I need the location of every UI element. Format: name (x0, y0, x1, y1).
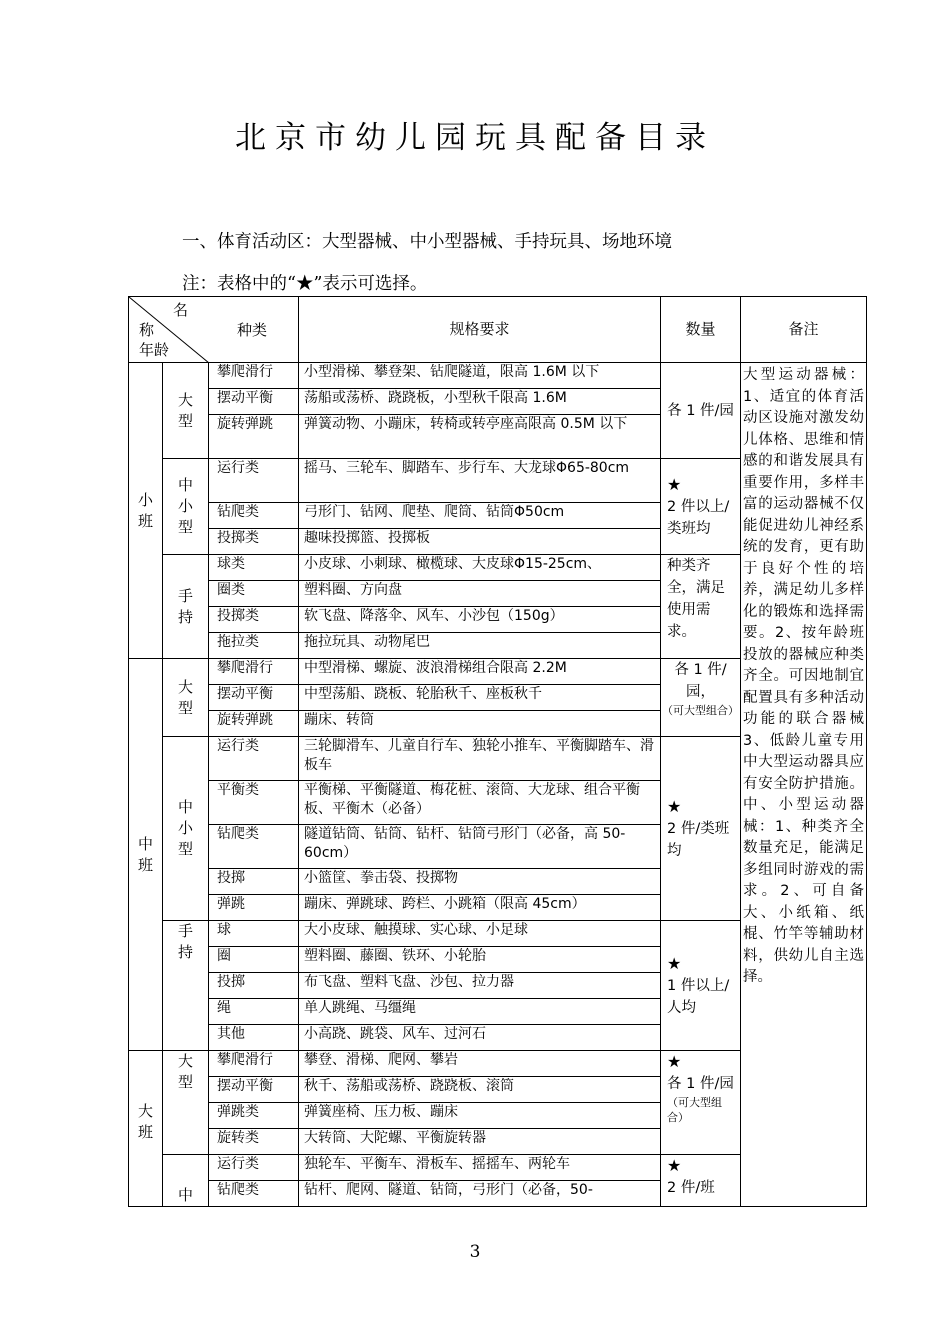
row-kind: 摆动平衡 (209, 1077, 299, 1103)
row-kind: 其他 (209, 1025, 299, 1051)
qty-small-mid: ★ 2 件以上/类班均 (661, 459, 741, 555)
table-note: 注：表格中的“★”表示可选择。 (182, 274, 428, 294)
row-kind: 钻爬类 (209, 503, 299, 529)
row-spec: 大小皮球、触摸球、实心球、小足球 (299, 921, 661, 947)
row-kind: 钻爬类 (209, 825, 299, 869)
section-heading: 一、体育活动区：大型器械、中小型器械、手持玩具、场地环境 (182, 232, 672, 252)
row-spec: 布飞盘、塑料飞盘、沙包、拉力器 (299, 973, 661, 999)
header-corner-age: 年龄 (139, 341, 170, 359)
group-middle-hand: 手持 (163, 921, 209, 1051)
group-middle-mid: 中小型 (163, 737, 209, 921)
row-spec: 钻杆、爬网、隧道、钻筒，弓形门（必备，50- (299, 1181, 661, 1207)
header-qty: 数量 (661, 297, 741, 363)
row-spec: 三轮脚滑车、儿童自行车、独轮小推车、平衡脚踏车、滑板车 (299, 737, 661, 781)
row-kind: 旋转弹跳 (209, 415, 299, 459)
row-spec: 蹦床、转筒 (299, 711, 661, 737)
row-spec: 塑料圈、方向盘 (299, 581, 661, 607)
row-kind: 钻爬类 (209, 1181, 299, 1207)
row-kind: 旋转弹跳 (209, 711, 299, 737)
row-spec: 蹦床、弹跳球、跨栏、小跳箱（限高 45cm） (299, 895, 661, 921)
row-kind: 运行类 (209, 1155, 299, 1181)
row-kind: 攀爬滑行 (209, 363, 299, 389)
row-kind: 摆动平衡 (209, 685, 299, 711)
group-small-hand: 手持 (163, 555, 209, 659)
row-spec: 小高跷、跳袋、风车、过河石 (299, 1025, 661, 1051)
row-kind: 投掷类 (209, 529, 299, 555)
row-kind: 平衡类 (209, 781, 299, 825)
row-kind: 投掷 (209, 973, 299, 999)
row-spec: 大转筒、大陀螺、平衡旋转器 (299, 1129, 661, 1155)
header-remark: 备注 (741, 297, 867, 363)
row-kind: 投掷 (209, 869, 299, 895)
row-kind: 攀爬滑行 (209, 1051, 299, 1077)
group-large-mid: 中 (163, 1155, 209, 1207)
header-kind: 种类 (237, 321, 268, 339)
row-spec: 独轮车、平衡车、滑板车、摇摇车、两轮车 (299, 1155, 661, 1181)
header-spec: 规格要求 (299, 297, 661, 363)
row-spec: 秋千、荡船或荡桥、跷跷板、滚筒 (299, 1077, 661, 1103)
row-kind: 绳 (209, 999, 299, 1025)
row-kind: 拖拉类 (209, 633, 299, 659)
qty-middle-hand: ★ 1 件以上/人均 (661, 921, 741, 1051)
age-small: 小班 (129, 363, 163, 659)
qty-small-hand: 种类齐全，满足使用需求。 (661, 555, 741, 659)
row-kind: 投掷类 (209, 607, 299, 633)
row-spec: 中型荡船、跷板、轮胎秋千、座板秋千 (299, 685, 661, 711)
header-corner-name: 名 (173, 301, 189, 319)
age-middle: 中班 (129, 659, 163, 1051)
qty-large-big: ★ 各 1 件/园 （可大型组合） (661, 1051, 741, 1155)
row-kind: 攀爬滑行 (209, 659, 299, 685)
row-kind: 弹跳 (209, 895, 299, 921)
row-spec: 单人跳绳、马缰绳 (299, 999, 661, 1025)
qty-small-big: 各 1 件/园 (661, 363, 741, 459)
group-large-big: 大型 (163, 1051, 209, 1155)
page-number: 3 (469, 1242, 481, 1262)
group-small-mid: 中小型 (163, 459, 209, 555)
row-kind: 圈类 (209, 581, 299, 607)
header-corner-name2: 称 (139, 321, 155, 339)
row-kind: 球类 (209, 555, 299, 581)
row-spec: 攀登、滑梯、爬网、攀岩 (299, 1051, 661, 1077)
row-spec: 弓形门、钻网、爬垫、爬筒、钻筒Φ50cm (299, 503, 661, 529)
row-spec: 摇马、三轮车、脚踏车、步行车、大龙球Φ65-80cm (299, 459, 661, 503)
group-small-big: 大型 (163, 363, 209, 459)
row-spec: 软飞盘、降落伞、风车、小沙包（150g） (299, 607, 661, 633)
row-kind: 摆动平衡 (209, 389, 299, 415)
row-kind: 运行类 (209, 459, 299, 503)
row-spec: 平衡梯、平衡隧道、梅花桩、滚筒、大龙球、组合平衡板、平衡木（必备） (299, 781, 661, 825)
row-kind: 旋转类 (209, 1129, 299, 1155)
row-spec: 小型滑梯、攀登架、钻爬隧道，限高 1.6M 以下 (299, 363, 661, 389)
row-spec: 小皮球、小刺球、橄榄球、大皮球Φ15-25cm、 (299, 555, 661, 581)
header-corner-cell (129, 297, 299, 363)
age-large: 大班 (129, 1051, 163, 1207)
qty-middle-mid: ★ 2 件/类班均 (661, 737, 741, 921)
row-spec: 趣味投掷篮、投掷板 (299, 529, 661, 555)
row-spec: 塑料圈、藤圈、铁环、小轮胎 (299, 947, 661, 973)
group-middle-big: 大型 (163, 659, 209, 737)
qty-large-mid: ★ 2 件/班 (661, 1155, 741, 1207)
toy-equipment-table (128, 296, 867, 1207)
row-spec: 中型滑梯、螺旋、波浪滑梯组合限高 2.2M (299, 659, 661, 685)
row-spec: 隧道钻筒、钻筒、钻杆、钻筒弓形门（必备，高 50-60cm） (299, 825, 661, 869)
row-kind: 球 (209, 921, 299, 947)
qty-middle-big: 各 1 件/园， （可大型组合） (661, 659, 741, 737)
row-kind: 弹跳类 (209, 1103, 299, 1129)
row-spec: 拖拉玩具、动物尾巴 (299, 633, 661, 659)
row-kind: 圈 (209, 947, 299, 973)
row-spec: 荡船或荡桥、跷跷板，小型秋千限高 1.6M (299, 389, 661, 415)
row-spec: 弹簧座椅、压力板、蹦床 (299, 1103, 661, 1129)
row-spec: 小篮筐、拳击袋、投掷物 (299, 869, 661, 895)
row-spec: 弹簧动物、小蹦床，转椅或转亭座高限高 0.5M 以下 (299, 415, 661, 459)
page-title: 北京市幼儿园玩具配备目录 (235, 120, 715, 156)
remark-cell: 大型运动器械：1、适宜的体育活动区设施对激发幼儿体格、思维和情感的和谐发展具有重要作用，多样丰富的运动器械不仅能促进幼儿神经系统的发育，更有助于良好个性的培养，满足幼儿多样化的锻炼和选择需要。2、按年龄班投放的器械应种类齐全。可因地制宜配置具有多种活动功能的联合器械 3、低龄儿童专用中大型运动器具应有安全防护措施。中、小型运动器械：1、种类齐全数量充足，能满足多组同时游戏的需求。2、可自备大、小纸箱、纸棍、竹竿等辅助材料，供幼儿自主选择。 (741, 363, 867, 1207)
row-kind: 运行类 (209, 737, 299, 781)
